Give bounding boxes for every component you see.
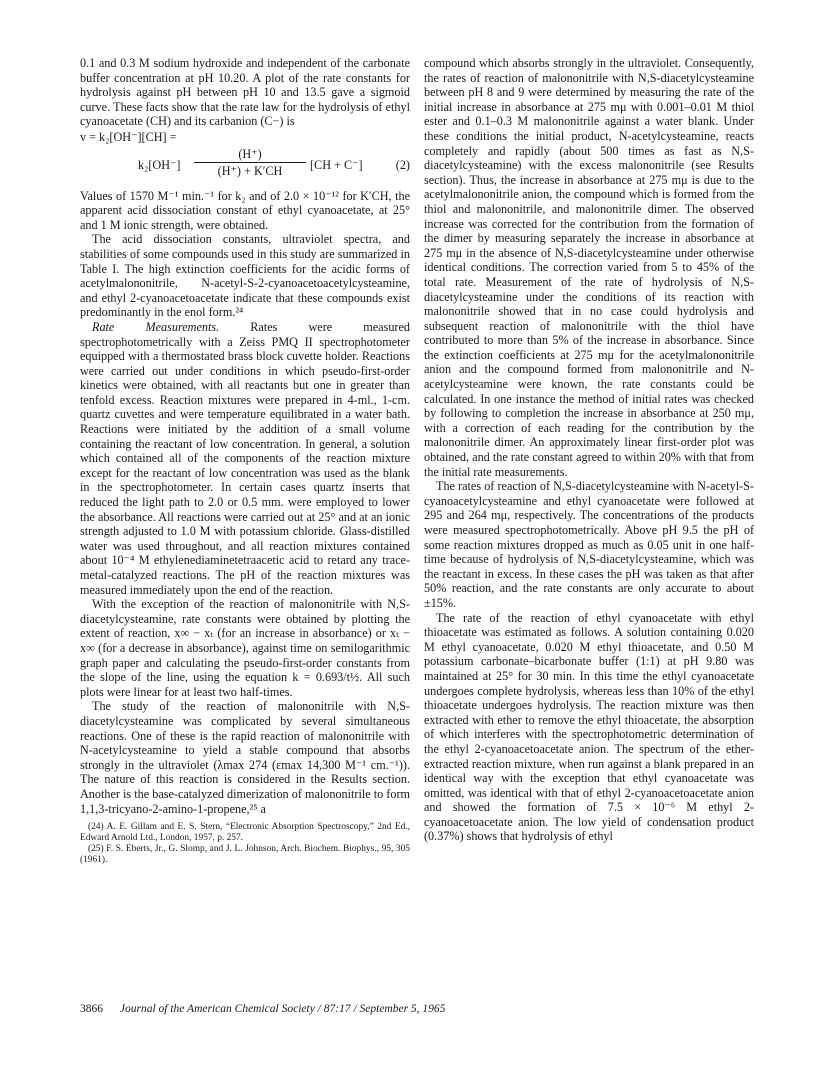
journal-citation: Journal of the American Chemical Society / 87:17 / September 5, 1965 (119, 1003, 446, 1015)
paragraph-body: Rates were measured spectrophotometrically with a Zeiss PMQ II spectrophotometer equipped with a thermostated brass block cuvette holder. Reactions were carried out under conditions in which pseudo-first-order kinetics were obtained, with all reactants but one in greater than tenfold excess. Reaction mixtures were prepared in 4-ml., 1-cm. quartz cuvettes and were temperature equilibrated in a water bath. Reactions were initiated by the addition of a small volume containing the reactant of low concentration. In general, a solution which contained all of the components of the reaction mixture except for the reactant of low concentration was used as the blank in the spectrophotometer. In certain cases quartz inserts that reduced the light path to 2.0 or 0.5 mm. were employed to lower the absorbance. All reactions were carried out at 25° and at an ionic strength adjusted to 1.0 M with potassium chloride. Glass-distilled water was used throughout, and all reaction mixtures contained about 10⁻⁴ M ethylenediaminetetraacetic acid to retard any trace-metal-catalyzed reactions. The pH of the reaction mixtures was measured immediately upon the end of the reaction. (80, 319, 410, 597)
equation-suffix: [CH + C⁻] (310, 157, 363, 172)
paragraph: Values of 1570 M⁻¹ min.⁻¹ for k₂ and of 2.0 × 10⁻¹² for K′CH, the apparent acid dissociation constant of ethyl cyanoacetate, at 25° and 1 M ionic strength, were obtained. (80, 188, 410, 232)
equation-prefix: k₂[OH⁻] (138, 157, 181, 172)
fraction-numerator: (H⁺) (194, 147, 306, 164)
fraction-denominator: (H⁺) + K′CH (217, 164, 283, 179)
rate-law-equation (80, 145, 410, 185)
paragraph: The rate of the reaction of ethyl cyanoacetate with ethyl thioacetate was estimated as follows. A solution containing 0.020 M ethyl cyanoacetate, 0.020 M ethyl thioacetate, and 0.50 M potassium carbonate–bicarbonate buffer (1:1) at pH 9.80 was maintained at 25° for 30 min. In this time the ethyl cyanoacetate undergoes complete hydrolysis, whereas less than 10% of the ethyl thioacetate undergoes hydrolysis. The reaction mixture was then extracted with ether to remove the ethyl thioacetate, the absorption of which interferes with the spectrophotometric determination of the ethyl 2-cyanoacetoacetate anion. The spectrum of the ether-extracted reaction mixture, when run against a blank prepared in an identical way with the exception that ethyl cyanoacetate was omitted, was identical with that of ethyl 2-cyanoacetoacetate anion and showed the formation of 7.5 × 10⁻⁶ M ethyl 2-cyanoacetoacetate anion. The low yield of condensation product (0.37%) shows that hydrolysis of ethyl (424, 610, 754, 844)
paragraph (80, 320, 410, 597)
paragraph: compound which absorbs strongly in the ultraviolet. Consequently, the rates of reaction of malononitrile with N,S-diacetylcysteamine between pH 8 and 9 were determined by measuring the rate of the initial increase in absorbance at 275 mμ with 0.001–0.01 M thiol ester and 0.1–0.3 M malononitrile against a water blank. Under these conditions the initial product, N-acetylcysteamine, reacts completely and rapidly (about 500 times as fast as N,S-diacetylcysteamine) with the excess malononitrile (see Results section). Thus, the increase in absorbance at 275 mμ is due to the acetylmalononitrile anion, the compound which is formed from the thiol and malononitrile, and malononitrile dimer. The observed increase was corrected for the contribution from the formation of the dimer by measuring separately the increase in absorbance at 275 mμ in the absence of N,S-diacetylcysteamine under otherwise identical conditions. The correction varied from 5 to 45% of the total rate. Measurement of the rate of hydrolysis of N,S-diacetylcysteamine under the conditions of its reaction with malononitrile showed that in no case could hydrolysis and subsequent reaction of malononitrile with the thiol have contributed to more than 5% of the increase in absorbance. Since the extinction coefficients at 275 mμ for the acetylmalononitrile anion and the compound formed from malononitrile and N-acetylcysteamine were known, the rate constants could be calculated. In one instance the method of initial rates was checked by following to completion the increase in absorbance at 250 mμ, with a correction of each reading for the contribution by the malononitrile dimer. An approximately linear first-order plot was obtained, and the rate constant agreed to within 20% with that from the initial rate measurements. (424, 56, 754, 479)
left-column (80, 56, 410, 866)
section-heading: Rate Measurements. (92, 319, 220, 334)
paragraph: The acid dissociation constants, ultraviolet spectra, and stabilities of some compounds used in this study are summarized in Table I. The high extinction coefficients for the acidic forms of acetylmalononitrile, N-acetyl-S-2-cyanoacetoacetylcysteamine, and ethyl 2-cyanoacetoacetate indicate that these compounds exist predominantly in the enol form.²⁴ (80, 232, 410, 320)
footnotes (80, 822, 410, 866)
page-footer (80, 1003, 760, 1015)
rate-law-equation-line: v = k₂[OH⁻][CH] = (80, 129, 177, 144)
paragraph: The rates of reaction of N,S-diacetylcysteamine with N-acetyl-S-cyanoacetylcysteamine and ethyl cyanoacetate were followed at 295 and 264 mμ, respectively. The concentrations of the products were measured spectrophotometrically. Above pH 9.5 the pH of some reaction mixtures dropped as much as 0.05 unit in one half-time because of hydrolysis of N,S-diacetylcysteamine, which was the reactant in excess. In these cases the pH was taken as that after 50% reaction, and the rate constants are only accurate to about ±15%. (424, 479, 754, 610)
equation-fraction (194, 147, 306, 179)
paragraph: With the exception of the reaction of malononitrile with N,S-diacetylcysteamine, rate constants were obtained by plotting the extent of reaction, x∞ − xₜ (for an increase in absorbance) or xₜ − x∞ (for a decrease in absorbance), against time on semilogarithmic graph paper and calculating the pseudo-first-order constants from the slope of the line, using the equation k = 0.693/t½. All such plots were linear for at least two half-times. (80, 597, 410, 699)
footnote-24: (24) A. E. Gillam and E. S. Stern, “Electronic Absorption Spectroscopy,” 2nd Ed., Edward Arnold Ltd., London, 1957, p. 257. (80, 822, 410, 844)
footnote-25: (25) F. S. Eberts, Jr., G. Slomp, and J. L. Johnson, Arch. Biochem. Biophys., 95, 305 (1961). (80, 844, 410, 866)
page-number: 3866 (80, 1003, 103, 1015)
equation-number: (2) (395, 157, 410, 172)
paragraph: 0.1 and 0.3 M sodium hydroxide and independent of the carbonate buffer concentration at pH 10.20. A plot of the rate constants for hydrolysis against pH between pH 10 and 13.5 gave a sigmoid curve. These facts show that the rate law for the hydrolysis of ethyl cyanoacetate (CH) and its carbanion (C−) is (80, 56, 410, 129)
right-column (424, 56, 754, 844)
paragraph: The study of the reaction of malononitrile with N,S-diacetylcysteamine was complicated by several simultaneous reactions. One of these is the rapid reaction of malononitrile with N-acetylcysteamine to yield a stable compound that absorbs strongly in the ultraviolet (λmax 274 (εmax 14,300 M⁻¹ cm.⁻¹)). The nature of this reaction is considered in the Results section. Another is the base-catalyzed dimerization of malononitrile to form 1,1,3-tricyano-2-amino-1-propene,²⁵ a (80, 699, 410, 816)
